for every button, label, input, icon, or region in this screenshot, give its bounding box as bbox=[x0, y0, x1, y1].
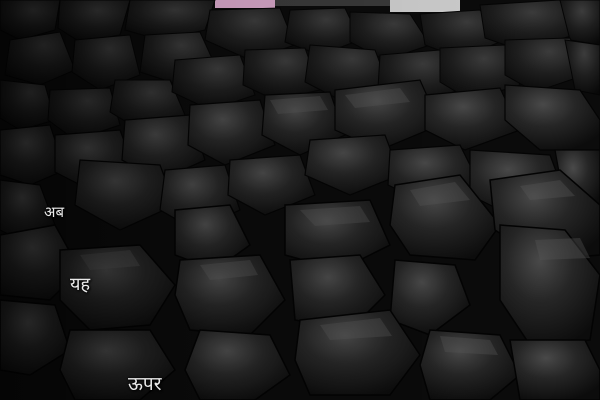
caption-line-2: यह bbox=[70, 274, 90, 295]
caption-line-1: अब bbox=[44, 203, 65, 221]
caption-line-3: ऊपर bbox=[128, 373, 162, 395]
